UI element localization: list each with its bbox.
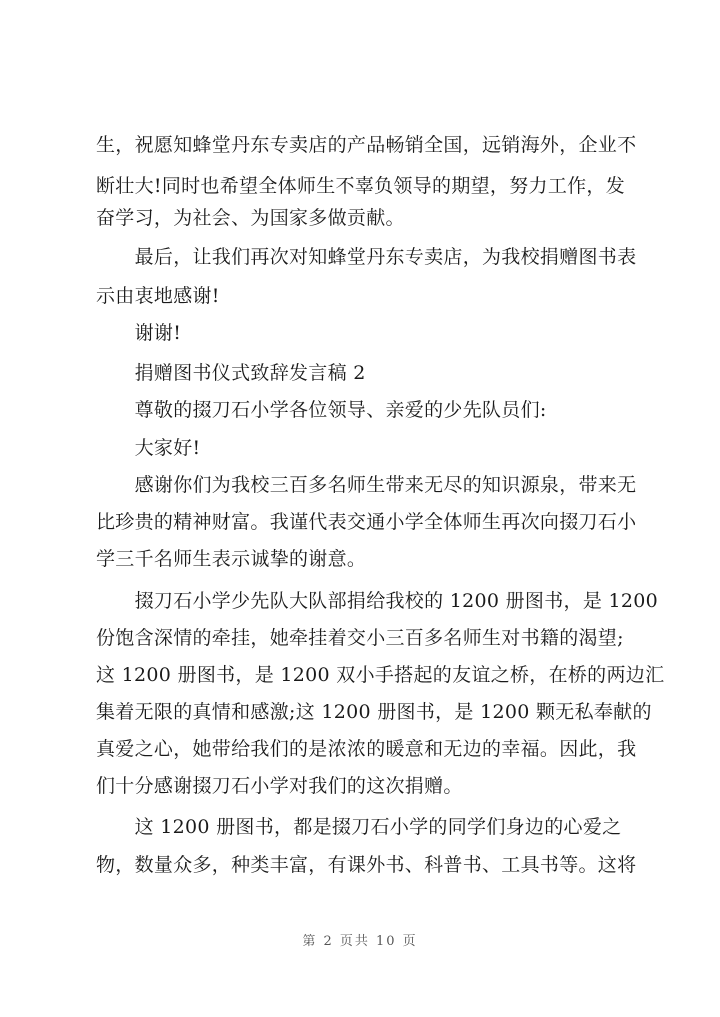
body-line: 这 1200 册图书，是 1200 双小手搭起的友谊之桥，在桥的两边汇 (96, 664, 665, 686)
body-line: 尊敬的掇刀石小学各位领导、亲爱的少先队员们: (96, 399, 547, 421)
body-line: 物，数量众多，种类丰富，有课外书、科普书、工具书等。这将 (96, 854, 637, 876)
body-line: 生，祝愿知蜂堂丹东专卖店的产品畅销全国，远销海外，企业不 (96, 134, 637, 156)
body-line: 份饱含深情的牵挂，她牵挂着交小三百多名师生对书籍的渴望; (96, 627, 624, 649)
body-line: 掇刀石小学少先队大队部捐给我校的 1200 册图书，是 1200 (96, 590, 659, 612)
body-line: 真爱之心，她带给我们的是浓浓的暖意和无边的幸福。因此，我 (96, 738, 637, 760)
body-line: 这 1200 册图书，都是掇刀石小学的同学们身边的心爱之 (96, 816, 622, 838)
section-heading: 捐赠图书仪式致辞发言稿 2 (96, 362, 366, 384)
body-line: 大家好! (96, 437, 201, 459)
body-line: 感谢你们为我校三百多名师生带来无尽的知识源泉，带来无 (96, 474, 637, 496)
body-line: 示由衷地感谢! (96, 285, 220, 307)
body-line: 集着无限的真情和感激;这 1200 册图书，是 1200 颗无私奉献的 (96, 701, 652, 723)
body-line: 学三千名师生表示诚挚的谢意。 (96, 548, 367, 570)
body-line: 奋学习，为社会、为国家多做贡献。 (96, 207, 405, 229)
body-line: 谢谢! (96, 322, 182, 344)
body-line: 最后，让我们再次对知蜂堂丹东专卖店，为我校捐赠图书表 (96, 246, 637, 268)
body-line: 们十分感谢掇刀石小学对我们的这次捐赠。 (96, 775, 463, 797)
page-number-footer: 第 2 页共 10 页 (302, 934, 418, 949)
body-line: 断壮大!同时也希望全体师生不辜负领导的期望，努力工作，发 (96, 175, 626, 197)
body-line: 比珍贵的精神财富。我谨代表交通小学全体师生再次向掇刀石小 (96, 511, 637, 533)
